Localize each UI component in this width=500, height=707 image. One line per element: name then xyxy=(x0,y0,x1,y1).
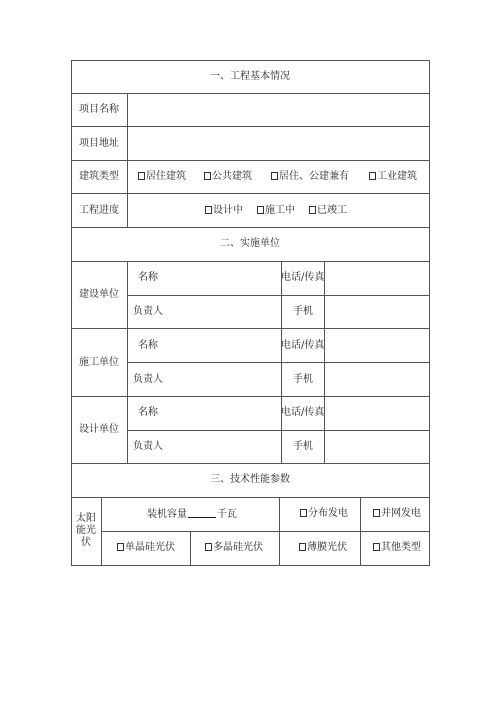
option-label: 居住、公建兼有 xyxy=(279,171,349,182)
row-line xyxy=(71,60,430,61)
row-line xyxy=(71,227,430,228)
row-line xyxy=(127,362,430,363)
row-line xyxy=(71,463,430,464)
option-label: 施工中 xyxy=(265,205,295,216)
building-type-option[interactable] xyxy=(204,171,252,183)
section-title-tech-params: 三、技术性能参数 xyxy=(210,474,290,485)
checkbox-icon[interactable] xyxy=(299,543,306,551)
panel-type-option[interactable] xyxy=(205,542,263,554)
person-label: 负责人 xyxy=(133,306,163,317)
generation-option[interactable] xyxy=(373,508,421,520)
phone-label: 电话/传真 xyxy=(281,340,325,351)
progress-label: 工程进度 xyxy=(79,205,119,216)
col-line xyxy=(127,93,128,227)
row-line xyxy=(71,328,430,329)
capacity-prefix: 装机容量 xyxy=(147,509,187,520)
checkbox-icon[interactable] xyxy=(373,543,380,551)
phone-label: 电话/传真 xyxy=(281,407,325,418)
building-type-option[interactable] xyxy=(369,171,417,183)
name-label: 名称 xyxy=(138,407,158,418)
checkbox-icon[interactable] xyxy=(300,509,307,517)
solar-project-form xyxy=(71,60,430,566)
person-label: 负责人 xyxy=(133,441,163,452)
row-line xyxy=(127,430,430,431)
checkbox-icon[interactable] xyxy=(205,206,212,214)
col-line xyxy=(279,497,280,565)
row-line xyxy=(71,160,430,161)
panel-type-option[interactable] xyxy=(373,542,421,554)
row-line xyxy=(101,531,430,532)
building-type-option[interactable] xyxy=(271,171,349,183)
building-type-option[interactable] xyxy=(138,171,186,183)
name-label: 名称 xyxy=(138,272,158,283)
checkbox-icon[interactable] xyxy=(373,509,380,517)
row-line xyxy=(71,193,430,194)
unit-label-contractor: 施工单位 xyxy=(79,357,119,368)
project-address-label: 项目地址 xyxy=(79,138,119,149)
row-line xyxy=(71,497,430,498)
col-line xyxy=(71,60,72,566)
option-label: 多晶硅光伏 xyxy=(213,542,263,553)
col-line xyxy=(324,261,325,463)
progress-option[interactable] xyxy=(309,205,347,217)
row-line xyxy=(71,396,430,397)
row-line xyxy=(127,295,430,296)
checkbox-icon[interactable] xyxy=(117,543,124,551)
option-label: 设计中 xyxy=(213,205,243,216)
col-line xyxy=(281,261,282,463)
row-line xyxy=(71,126,430,127)
checkbox-icon[interactable] xyxy=(204,172,211,180)
panel-type-option[interactable] xyxy=(117,542,175,554)
phone-label: 电话/传真 xyxy=(281,272,325,283)
capacity-field[interactable] xyxy=(147,508,237,521)
panel-type-option[interactable] xyxy=(299,542,347,554)
mobile-label: 手机 xyxy=(293,306,313,317)
row-line xyxy=(71,93,430,94)
col-line xyxy=(101,497,102,565)
mobile-label: 手机 xyxy=(293,441,313,452)
building-type-label: 建筑类型 xyxy=(79,171,119,182)
option-label: 已竣工 xyxy=(317,205,347,216)
checkbox-icon[interactable] xyxy=(205,543,212,551)
unit-label-construction-owner: 建设单位 xyxy=(79,289,119,300)
person-label: 负责人 xyxy=(133,374,163,385)
option-label: 并网发电 xyxy=(381,508,421,519)
checkbox-icon[interactable] xyxy=(257,206,264,214)
checkbox-icon[interactable] xyxy=(138,172,145,180)
mobile-label: 手机 xyxy=(293,374,313,385)
option-label: 分布发电 xyxy=(308,508,348,519)
col-line xyxy=(190,531,191,565)
generation-option[interactable] xyxy=(300,508,348,520)
option-label: 单晶硅光伏 xyxy=(125,542,175,553)
checkbox-icon[interactable] xyxy=(271,172,278,180)
col-line xyxy=(127,261,128,463)
solar-pv-label: 太阳能光伏 xyxy=(76,513,96,548)
option-label: 其他类型 xyxy=(381,542,421,553)
project-name-label: 项目名称 xyxy=(79,104,119,115)
progress-option[interactable] xyxy=(257,205,295,217)
checkbox-icon[interactable] xyxy=(309,206,316,214)
name-label: 名称 xyxy=(138,340,158,351)
option-label: 薄膜光伏 xyxy=(307,542,347,553)
col-line xyxy=(360,497,361,565)
capacity-unit: 千瓦 xyxy=(217,509,237,520)
option-label: 工业建筑 xyxy=(377,171,417,182)
row-line xyxy=(71,261,430,262)
unit-label-designer: 设计单位 xyxy=(79,424,119,435)
progress-option[interactable] xyxy=(205,205,243,217)
section-title-units: 二、实施单位 xyxy=(220,238,280,249)
checkbox-icon[interactable] xyxy=(369,172,376,180)
section-title-basic-info: 一、工程基本情况 xyxy=(210,71,290,82)
col-line xyxy=(429,60,430,566)
capacity-input-line[interactable] xyxy=(188,508,216,518)
row-line xyxy=(71,565,430,566)
option-label: 公共建筑 xyxy=(212,171,252,182)
option-label: 居住建筑 xyxy=(146,171,186,182)
